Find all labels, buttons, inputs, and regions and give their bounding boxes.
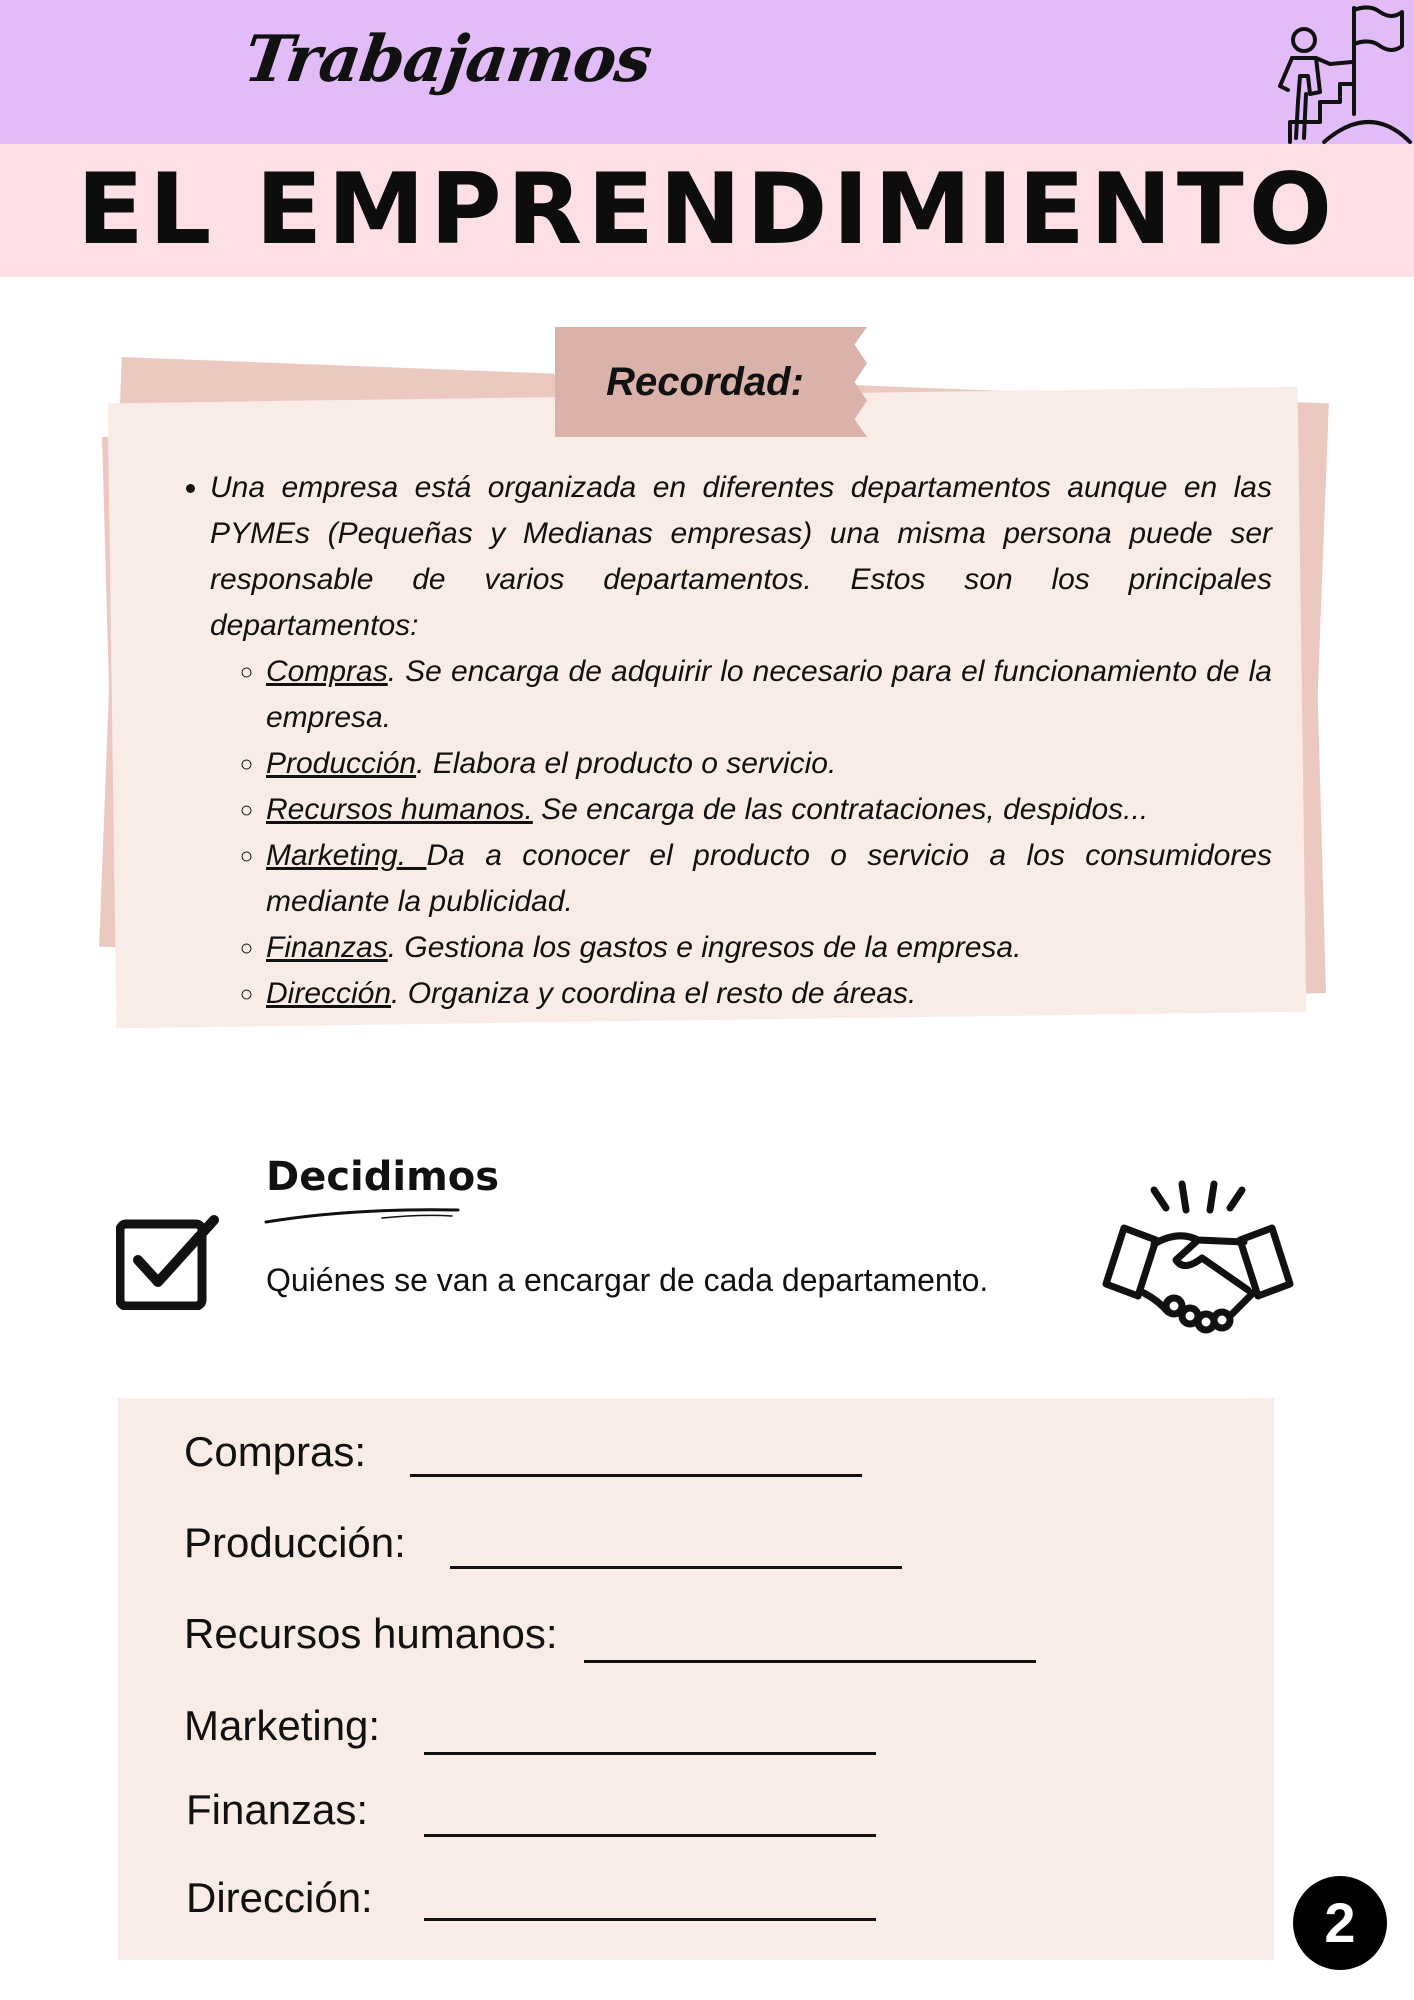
recordad-content bbox=[170, 465, 1272, 1017]
department-desc: Da a conocer el producto o servicio a los consumidores mediante la publicidad. bbox=[266, 839, 1272, 918]
marketing-answer-line[interactable] bbox=[424, 1752, 876, 1755]
department-desc: . Se encarga de adquirir lo necesario para el funcionamiento de la empresa. bbox=[266, 655, 1272, 734]
form-label-produccion: Producción: bbox=[184, 1519, 406, 1566]
intro-text: Una empresa está organizada en diferentes departamentos aunque en las PYMEs (Pequeñas y Medianas empresas) una misma persona puede ser responsable de varios departamentos. Estos son los principales departamentos: bbox=[210, 471, 1272, 642]
header-band-purple bbox=[0, 0, 1414, 144]
department-desc: . Gestiona los gastos e ingresos de la empresa. bbox=[387, 931, 1022, 964]
title-underline bbox=[262, 1202, 462, 1228]
checkbox-checked-icon bbox=[116, 1214, 220, 1310]
form-label-finanzas: Finanzas: bbox=[186, 1786, 369, 1833]
department-desc: . Elabora el producto o servicio. bbox=[416, 747, 837, 780]
department-item bbox=[266, 649, 1272, 741]
decidimos-text: Quiénes se van a encargar de cada departamento. bbox=[266, 1262, 989, 1298]
form-label-compras: Compras: bbox=[184, 1428, 367, 1475]
intro-item bbox=[210, 465, 1272, 1017]
form-label-direccion: Dirección: bbox=[186, 1874, 373, 1921]
department-item bbox=[266, 971, 1272, 1017]
page-title: EL EMPRENDIMIENTO bbox=[76, 153, 1338, 267]
form-label-recursos-humanos: Recursos humanos: bbox=[184, 1610, 558, 1657]
department-desc: Se encarga de las contrataciones, despidos... bbox=[532, 793, 1149, 826]
department-name: Dirección bbox=[266, 977, 392, 1010]
department-name: Marketing. bbox=[266, 839, 427, 872]
department-name: Recursos humanos. bbox=[266, 793, 533, 826]
form-label-marketing: Marketing: bbox=[184, 1702, 381, 1749]
compras-answer-line[interactable] bbox=[410, 1474, 862, 1477]
page-number: 2 bbox=[1293, 1876, 1387, 1970]
department-name: Compras bbox=[266, 655, 388, 688]
direccion-answer-line[interactable] bbox=[424, 1918, 876, 1921]
department-name: Producción bbox=[266, 747, 417, 780]
produccion-answer-line[interactable] bbox=[450, 1566, 902, 1569]
department-item bbox=[266, 787, 1272, 833]
handshake-icon bbox=[1098, 1180, 1298, 1348]
recursos-humanos-answer-line[interactable] bbox=[584, 1660, 1036, 1663]
recordad-label: Recordad: bbox=[606, 360, 804, 404]
finanzas-answer-line[interactable] bbox=[424, 1834, 876, 1837]
script-title: Trabajamos bbox=[239, 22, 656, 97]
department-item bbox=[266, 833, 1272, 925]
person-climbing-with-flag-icon bbox=[1270, 2, 1414, 152]
department-desc: . Organiza y coordina el resto de áreas. bbox=[391, 977, 917, 1010]
department-item bbox=[266, 741, 1272, 787]
decidimos-title: Decidimos bbox=[266, 1154, 500, 1200]
department-item bbox=[266, 925, 1272, 971]
department-name: Finanzas bbox=[266, 931, 388, 964]
